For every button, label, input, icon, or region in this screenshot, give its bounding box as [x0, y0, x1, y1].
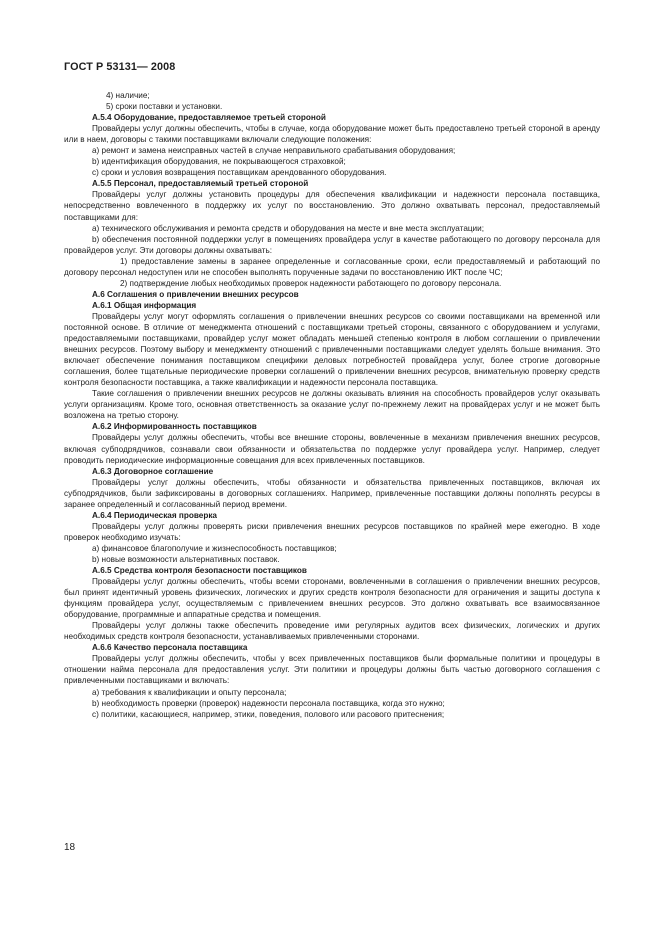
- document-body: [64, 90, 600, 720]
- paragraph: b) обеспечения постоянной поддержки услуг в помещениях провайдера услуг в качестве работающего по договору персонала для провайдеров услуг. Эти договоры должны охватывать:: [64, 234, 600, 255]
- section-heading: А.6.2 Информированность поставщиков: [92, 422, 257, 432]
- paragraph: Такие соглашения о привлечении внешних ресурсов не должны оказывать влияния на способность провайдеров услуг оказывать услуги организациям. Кроме того, основная ответственность за оказание услуг по-прежнему лежит на провайдерах услуг и не может быть возложена на третью сторону.: [64, 389, 600, 421]
- section-heading: А.6 Соглашения о привлечении внешних ресурсов: [92, 289, 299, 299]
- list-item: с) политики, касающиеся, например, этики, поведения, полового или расового притеснения;: [92, 709, 445, 719]
- standard-header: ГОСТ Р 53131— 2008: [64, 61, 176, 73]
- list-item: b) новые возможности альтернативных поставок.: [92, 554, 280, 564]
- paragraph: Провайдеры услуг могут оформлять соглашения о привлечении внешних ресурсов со своими поставщиками на временной или постоянной основе. В отличие от менеджмента отношений с поставщиками третьей стороны, связанного с оборудованием и услугами, предоставляемыми поставщиками, провайдер услуг может обладать меньшей степенью контроля в любом соглашении о привлечении внешних ресурсов. Поэтому выбору и менеджменту отношений с привлеченными поставщиками следует уделять больше внимания. Это включает обеспечение понимания поставщиком специфики деловых потребностей провайдера услуг, более строгие договорные соглашения, более тщательные периодические проверки соглашений о привлечении внешних ресурсов, внимательную проверку средств контроля безопасности поставщика, а также квалификации и надежности персонала поставщика.: [64, 311, 600, 388]
- list-item: а) технического обслуживания и ремонта средств и оборудования на месте и вне места эксплуатации;: [92, 223, 484, 233]
- paragraph: Провайдеры услуг должны проверять риски привлечения внешних ресурсов поставщиков по крайней мере ежегодно. В ходе проверок необходимо изучать:: [64, 521, 600, 542]
- paragraph: Провайдеры услуг должны обеспечить, чтобы обязанности и обязательства привлеченных поставщиков, включая их субподрядчиков, были зафиксированы в договорных соглашениях. Например, привлеченные поставщики должны пополнять ресурсы в заранее определенный и согласованный период времени.: [64, 477, 600, 509]
- paragraph: Провайдеры услуг должны также обеспечить проведение ими регулярных аудитов всех физических, логических и других необходимых средств контроля безопасности, устанавливаемых привлеченными сторонами.: [64, 621, 600, 642]
- list-item: 2) подтверждение любых необходимых проверок надежности работающего по договору персонала.: [120, 278, 502, 288]
- section-heading: А.6.5 Средства контроля безопасности поставщиков: [92, 566, 307, 576]
- section-heading: А.5.4 Оборудование, предоставляемое третьей стороной: [92, 113, 326, 123]
- section-heading: А.6.3 Договорное соглашение: [92, 466, 214, 476]
- list-item: b) идентификация оборудования, не покрывающегося страховкой;: [92, 157, 346, 167]
- paragraph: Провайдеры услуг должны обеспечить, чтобы все внешние стороны, вовлеченные в механизм привлечения внешних ресурсов, включая субподрядчиков, сознавали свои обязанности и обязательства по поддержке услуг провайдера услуг. Например, следует проводить периодические информационные совещания для всех привлеченных поставщиков.: [64, 433, 600, 465]
- list-item: 4) наличие;: [106, 91, 150, 100]
- section-heading: А.6.6 Качество персонала поставщика: [92, 643, 248, 653]
- list-item: а) финансовое благополучие и жизнеспособность поставщиков;: [92, 543, 337, 553]
- paragraph: Провайдеры услуг должны обеспечить, чтобы в случае, когда оборудование может быть предоставлено третьей стороной в аренду или в наем, договоры с такими поставщиками включали следующие положения:: [64, 124, 600, 145]
- section-heading: А.5.5 Персонал, предоставляемый третьей стороной: [92, 179, 309, 189]
- section-heading: А.6.1 Общая информация: [92, 300, 197, 310]
- list-item: а) ремонт и замена неисправных частей в случае неправильного срабатывания оборудования;: [92, 146, 456, 156]
- page-number: 18: [64, 842, 76, 853]
- list-item: с) сроки и условия возвращения поставщикам арендованного оборудования.: [92, 168, 387, 178]
- paragraph: Провайдеры услуг должны обеспечить, чтобы у всех привлеченных поставщиков были формальные политики и процедуры в отношении найма персонала для предоставления услуг. Эти политики и процедуры должны быть частью договорного соглашения с привлеченными поставщиками и включать:: [64, 654, 600, 686]
- list-item: b) необходимость проверки (проверок) надежности персонала поставщика, когда это нужно;: [92, 698, 445, 708]
- list-item: 5) сроки поставки и установки.: [106, 102, 223, 112]
- paragraph: Провайдеры услуг должны обеспечить, чтобы всеми сторонами, вовлеченными в соглашения о привлечении внешних ресурсов, был принят идентичный уровень физических, логических и других средств контроля безопасности для ограничения и защиты доступа к функциям провайдера услуг, осуществляемым с привлечением внешних ресурсов. Это должно охватывать все взаимосвязанное оборудование, программные и аппаратные средства и помещения.: [64, 577, 600, 620]
- list-item: 1) предоставление замены в заранее определенные и согласованные сроки, если предоставляемый и работающий по договору персонал недоступен или не способен выполнять порученные задачи по восстановлению ИКТ после ЧС;: [64, 256, 600, 277]
- list-item: а) требования к квалификации и опыту персонала;: [92, 687, 287, 697]
- paragraph: Провайдеры услуг должны установить процедуры для обеспечения квалификации и надежности персонала поставщика, непосредственно вовлеченного в поддержку их услуг по восстановлению. Это должно охватывать персонал, предоставляемый поставщиками для:: [64, 190, 600, 222]
- section-heading: А.6.4 Периодическая проверка: [92, 510, 217, 520]
